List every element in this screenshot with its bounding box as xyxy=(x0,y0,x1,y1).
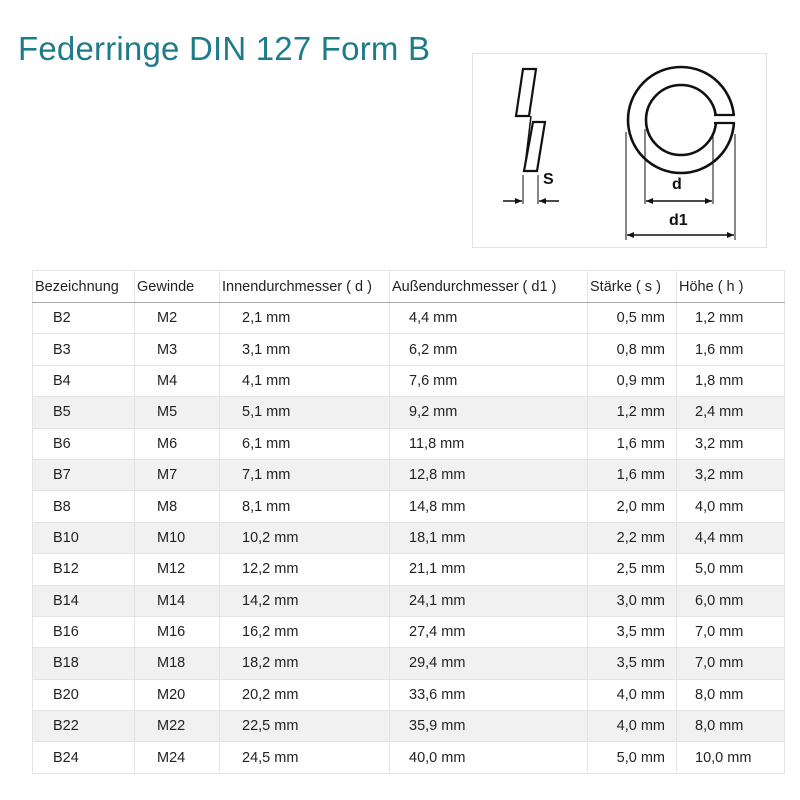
cell-staerke: 2,0 mm xyxy=(588,491,677,522)
cell-gewinde: M16 xyxy=(135,616,220,647)
cell-gewinde: M10 xyxy=(135,522,220,553)
cell-hoehe: 8,0 mm xyxy=(677,711,785,742)
cell-aussendurchmesser: 21,1 mm xyxy=(390,554,588,585)
spring-washer-spec-table xyxy=(32,270,785,774)
cell-aussendurchmesser: 4,4 mm xyxy=(390,303,588,334)
cell-bezeichnung: B5 xyxy=(33,397,135,428)
cell-bezeichnung: B6 xyxy=(33,428,135,459)
cell-bezeichnung: B14 xyxy=(33,585,135,616)
cell-innendurchmesser: 18,2 mm xyxy=(220,648,390,679)
cell-aussendurchmesser: 7,6 mm xyxy=(390,365,588,396)
table-row xyxy=(33,585,785,616)
cell-staerke: 3,5 mm xyxy=(588,616,677,647)
table-row xyxy=(33,365,785,396)
cell-bezeichnung: B3 xyxy=(33,334,135,365)
cell-aussendurchmesser: 9,2 mm xyxy=(390,397,588,428)
header-bezeichnung: Bezeichnung xyxy=(33,271,135,303)
spring-washer-drawing-icon xyxy=(473,54,768,249)
cell-aussendurchmesser: 11,8 mm xyxy=(390,428,588,459)
table-row xyxy=(33,428,785,459)
cell-hoehe: 7,0 mm xyxy=(677,616,785,647)
cell-gewinde: M18 xyxy=(135,648,220,679)
table-row xyxy=(33,522,785,553)
cell-innendurchmesser: 12,2 mm xyxy=(220,554,390,585)
outer-diameter-label: d1 xyxy=(669,212,688,229)
cell-bezeichnung: B10 xyxy=(33,522,135,553)
table-row xyxy=(33,459,785,490)
page-title: Federringe DIN 127 Form B xyxy=(18,30,431,67)
cell-innendurchmesser: 4,1 mm xyxy=(220,365,390,396)
table-row xyxy=(33,491,785,522)
cell-gewinde: M3 xyxy=(135,334,220,365)
cell-aussendurchmesser: 6,2 mm xyxy=(390,334,588,365)
cell-bezeichnung: B7 xyxy=(33,459,135,490)
cell-hoehe: 1,6 mm xyxy=(677,334,785,365)
cell-hoehe: 4,0 mm xyxy=(677,491,785,522)
cell-innendurchmesser: 20,2 mm xyxy=(220,679,390,710)
cell-bezeichnung: B8 xyxy=(33,491,135,522)
cell-innendurchmesser: 14,2 mm xyxy=(220,585,390,616)
cell-hoehe: 3,2 mm xyxy=(677,428,785,459)
table-row xyxy=(33,554,785,585)
cell-gewinde: M8 xyxy=(135,491,220,522)
cell-bezeichnung: B24 xyxy=(33,742,135,773)
spring-washer-diagram xyxy=(472,53,767,248)
cell-bezeichnung: B2 xyxy=(33,303,135,334)
cell-staerke: 1,6 mm xyxy=(588,428,677,459)
cell-bezeichnung: B12 xyxy=(33,554,135,585)
table-row xyxy=(33,679,785,710)
cell-staerke: 3,5 mm xyxy=(588,648,677,679)
cell-gewinde: M5 xyxy=(135,397,220,428)
cell-innendurchmesser: 6,1 mm xyxy=(220,428,390,459)
cell-gewinde: M12 xyxy=(135,554,220,585)
cell-gewinde: M6 xyxy=(135,428,220,459)
table-row xyxy=(33,397,785,428)
cell-aussendurchmesser: 14,8 mm xyxy=(390,491,588,522)
table-row xyxy=(33,742,785,773)
table-row xyxy=(33,616,785,647)
cell-gewinde: M14 xyxy=(135,585,220,616)
cell-hoehe: 10,0 mm xyxy=(677,742,785,773)
cell-staerke: 2,5 mm xyxy=(588,554,677,585)
cell-hoehe: 6,0 mm xyxy=(677,585,785,616)
cell-aussendurchmesser: 29,4 mm xyxy=(390,648,588,679)
cell-staerke: 1,6 mm xyxy=(588,459,677,490)
cell-bezeichnung: B20 xyxy=(33,679,135,710)
cell-staerke: 5,0 mm xyxy=(588,742,677,773)
cell-bezeichnung: B16 xyxy=(33,616,135,647)
cell-staerke: 0,8 mm xyxy=(588,334,677,365)
table-row xyxy=(33,334,785,365)
cell-gewinde: M22 xyxy=(135,711,220,742)
cell-aussendurchmesser: 24,1 mm xyxy=(390,585,588,616)
header-hoehe: Höhe ( h ) xyxy=(677,271,785,303)
header-staerke: Stärke ( s ) xyxy=(588,271,677,303)
header-aussendurchmesser: Außendurchmesser ( d1 ) xyxy=(390,271,588,303)
table-row xyxy=(33,711,785,742)
cell-aussendurchmesser: 33,6 mm xyxy=(390,679,588,710)
cell-aussendurchmesser: 35,9 mm xyxy=(390,711,588,742)
cell-gewinde: M24 xyxy=(135,742,220,773)
cell-hoehe: 1,8 mm xyxy=(677,365,785,396)
cell-hoehe: 3,2 mm xyxy=(677,459,785,490)
cell-innendurchmesser: 10,2 mm xyxy=(220,522,390,553)
cell-innendurchmesser: 22,5 mm xyxy=(220,711,390,742)
cell-innendurchmesser: 8,1 mm xyxy=(220,491,390,522)
cell-staerke: 3,0 mm xyxy=(588,585,677,616)
cell-gewinde: M7 xyxy=(135,459,220,490)
header-innendurchmesser: Innendurchmesser ( d ) xyxy=(220,271,390,303)
cell-bezeichnung: B4 xyxy=(33,365,135,396)
cell-hoehe: 7,0 mm xyxy=(677,648,785,679)
inner-diameter-label: d xyxy=(672,176,682,193)
cell-innendurchmesser: 24,5 mm xyxy=(220,742,390,773)
cell-staerke: 4,0 mm xyxy=(588,711,677,742)
cell-innendurchmesser: 16,2 mm xyxy=(220,616,390,647)
cell-innendurchmesser: 3,1 mm xyxy=(220,334,390,365)
thickness-label: S xyxy=(543,171,554,188)
cell-staerke: 0,5 mm xyxy=(588,303,677,334)
cell-gewinde: M4 xyxy=(135,365,220,396)
table-header-row xyxy=(33,271,785,303)
table-row xyxy=(33,648,785,679)
cell-innendurchmesser: 2,1 mm xyxy=(220,303,390,334)
cell-aussendurchmesser: 12,8 mm xyxy=(390,459,588,490)
header-gewinde: Gewinde xyxy=(135,271,220,303)
cell-staerke: 2,2 mm xyxy=(588,522,677,553)
cell-gewinde: M20 xyxy=(135,679,220,710)
table-row xyxy=(33,303,785,334)
cell-hoehe: 5,0 mm xyxy=(677,554,785,585)
cell-staerke: 1,2 mm xyxy=(588,397,677,428)
cell-bezeichnung: B22 xyxy=(33,711,135,742)
cell-innendurchmesser: 7,1 mm xyxy=(220,459,390,490)
cell-innendurchmesser: 5,1 mm xyxy=(220,397,390,428)
cell-hoehe: 2,4 mm xyxy=(677,397,785,428)
cell-aussendurchmesser: 18,1 mm xyxy=(390,522,588,553)
cell-staerke: 4,0 mm xyxy=(588,679,677,710)
cell-staerke: 0,9 mm xyxy=(588,365,677,396)
cell-gewinde: M2 xyxy=(135,303,220,334)
cell-hoehe: 8,0 mm xyxy=(677,679,785,710)
cell-hoehe: 4,4 mm xyxy=(677,522,785,553)
cell-bezeichnung: B18 xyxy=(33,648,135,679)
cell-hoehe: 1,2 mm xyxy=(677,303,785,334)
cell-aussendurchmesser: 40,0 mm xyxy=(390,742,588,773)
cell-aussendurchmesser: 27,4 mm xyxy=(390,616,588,647)
